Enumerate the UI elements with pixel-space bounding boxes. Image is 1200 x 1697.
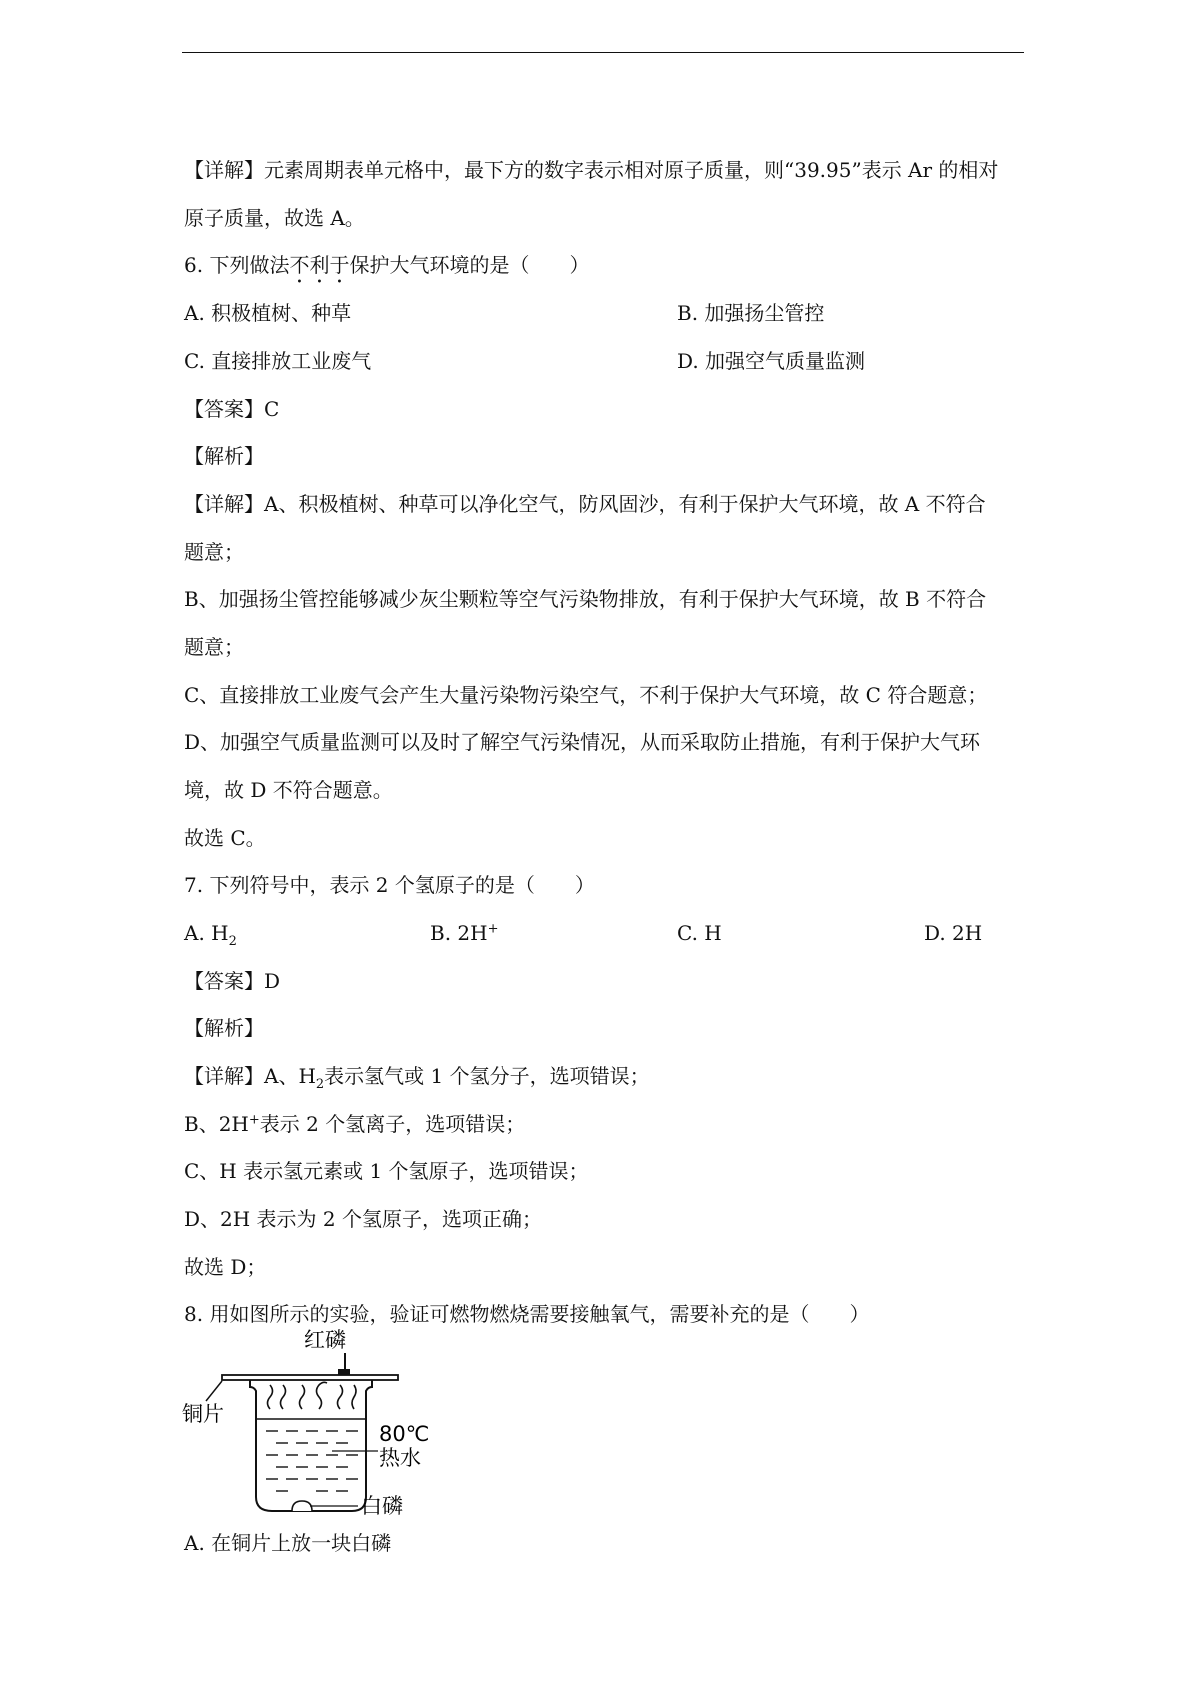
question-6-prefix: 6. 下列做法 [184,253,290,277]
detail-text: B、2H [184,1112,249,1136]
red-phosphorus-lump [338,1369,350,1375]
pointer-line [206,1381,222,1401]
superscript: + [248,1112,260,1128]
question-8: 8. 用如图所示的实验，验证可燃物燃烧需要接触氧气，需要补充的是（ ） [184,1302,870,1326]
header-rule [182,52,1024,53]
answer-6: 【答案】C [184,397,280,421]
detail-line: C、H 表示氢元素或 1 个氢原子，选项错误； [184,1159,589,1183]
text-line: 【详解】元素周期表单元格中，最下方的数字表示相对原子质量，则“39.95”表示 Ar 的相对 [184,158,999,182]
detail-line [184,1062,650,1090]
question-6-emphasis: 不利于 [289,253,350,277]
option-b: B. 加强扬尘管控 [677,301,825,325]
option-a: A. 在铜片上放一块白磷 [184,1531,392,1555]
option-b [430,919,498,947]
analysis-heading-7: 【解析】 [184,1016,264,1040]
option-d: D. 2H [924,921,983,945]
copper-sheet [222,1375,398,1380]
detail-text: 表示氢气或 1 个氢分子，选项错误； [324,1064,650,1088]
text-line: 原子质量，故选 A。 [184,206,365,230]
detail-line: D、加强空气质量监测可以及时了解空气污染情况，从而采取防止措施，有利于保护大气环 [184,730,981,754]
label-temperature: 80℃ [379,1422,430,1446]
analysis-heading-6: 【解析】 [184,444,264,468]
detail-line: 故选 C。 [184,826,266,850]
option-c: C. H [677,921,722,945]
detail-line: 题意； [184,540,244,564]
label-hot-water: 热水 [379,1446,421,1470]
option-a-text: A. H [184,921,229,945]
superscript: + [487,921,499,937]
detail-line: 题意； [184,635,244,659]
detail-line: D、2H 表示为 2 个氢原子，选项正确； [184,1207,542,1231]
label-red-phosphorus: 红磷 [304,1328,346,1352]
question-6-suffix: 保护大气环境的是（ ） [349,253,590,277]
option-b-text: B. 2H [430,921,488,945]
subscript: 2 [228,934,237,949]
label-copper-sheet: 铜片 [182,1402,224,1426]
option-a: A. 积极植树、种草 [184,301,352,325]
detail-line: 【详解】A、积极植树、种草可以净化空气，防风固沙，有利于保护大气环境，故 A 不符合 [184,492,986,516]
detail-line: 境，故 D 不符合题意。 [184,778,393,802]
question-6 [184,251,589,288]
option-d: D. 加强空气质量监测 [677,349,866,373]
detail-line: B、加强扬尘管控能够减少灰尘颗粒等空气污染物排放，有利于保护大气环境，故 B 不符合 [184,587,987,611]
detail-line: 故选 D； [184,1255,267,1279]
white-phosphorus-lump [292,1501,312,1511]
option-a [184,919,237,947]
answer-7: 【答案】D [184,969,281,993]
detail-line [184,1110,525,1138]
detail-text: 【详解】A、H [184,1064,316,1088]
option-c: C. 直接排放工业废气 [184,349,372,373]
label-white-phosphorus: 白磷 [361,1494,403,1518]
detail-line: C、直接排放工业废气会产生大量污染物污染空气，不利于保护大气环境，故 C 符合题意； [184,683,988,707]
subscript: 2 [315,1077,325,1092]
question-7: 7. 下列符号中，表示 2 个氢原子的是（ ） [184,873,595,897]
experiment-diagram [182,1325,442,1525]
steam-icon [268,1382,357,1409]
water-hatching [266,1431,358,1491]
detail-text: 表示 2 个氢离子，选项错误； [259,1112,526,1136]
